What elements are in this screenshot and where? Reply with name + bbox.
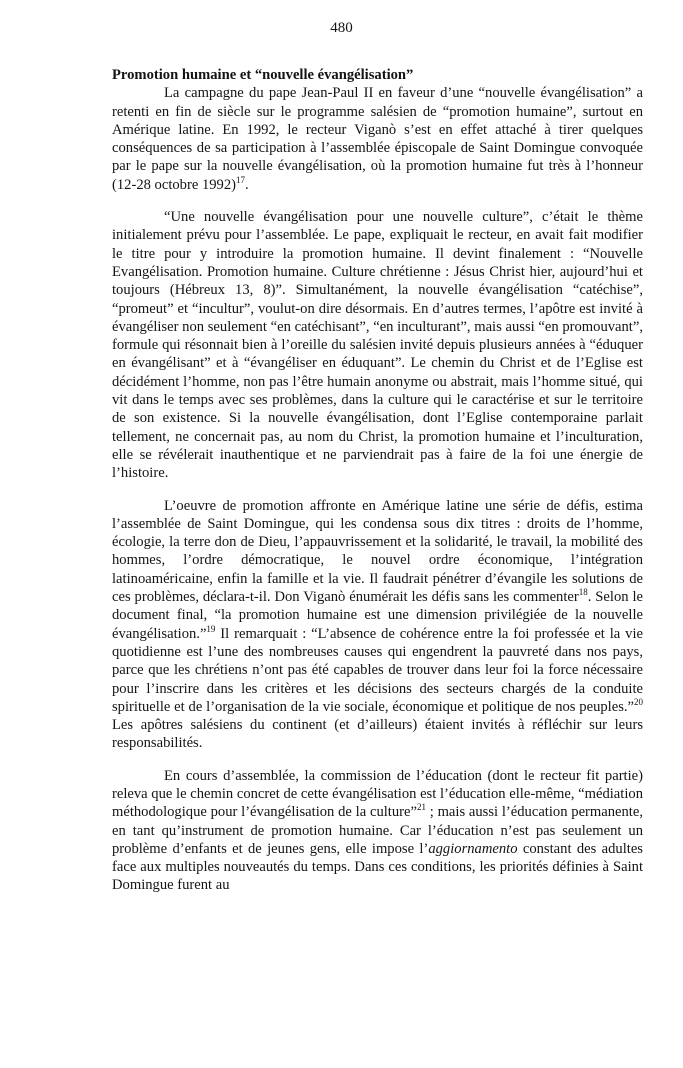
paragraph-text: ; mais aussi l’éducation permanente, en tant qu’instrument de promotion humaine. Car l’éducation n’est pas seulement un problème d’enfants et de jeunes gens, elle impose l’ [112,804,643,857]
section-heading: Promotion humaine et “nouvelle évangélisation” [112,67,414,83]
paragraph-text: . Selon le document final, “la promotion humaine est une dimension privilégiée de la nouvelle évangélisation.” [112,589,643,642]
paragraph [112,84,643,194]
paragraph [112,497,643,753]
paragraph-text: Il remarquait : “L’absence de cohérence entre la foi professée et la vie quotidienne est l’une des nombreuses causes qui engendrent la pauvreté dans nos pays, parce que les chrétiens n’ont pas été capables de trouver dans leur foi la force nécessaire pour l’inscrire dans les critères et les décisions des secteurs chargés de la conduite spirituelle et de l’organisation de la vie sociale, économique et politique de nos peuples.” [112,625,643,715]
page-number: 480 [330,20,353,36]
paragraph [112,767,643,895]
paragraph-text: constant des adultes face aux multiples nouveautés du temps. Dans ces conditions, les priorités définies à Saint Domingue furent au [112,840,643,894]
footnote-ref: 18 [578,587,588,598]
footnote-ref: 19 [206,623,216,634]
paragraph-text: En cours d’assemblée, la commission de l’éducation (dont le recteur fit partie) releva que le chemin concret de cette évangélisation est l’éducation elle-même, “médiation méthodologique pour l’évangélisation de la culture” [112,767,643,821]
footnote-ref: 20 [634,696,643,707]
paragraph-text: . [245,176,249,193]
paragraph-text: L’oeuvre de promotion affronte en Amérique latine une série de défis, estima l’assemblée de Saint Domingue, qui les condensa sous dix titres : droits de l’homme, écologie, la terre don de Dieu, l’appauvrissement et la solidarité, le travail, la mobilité des hommes, l’ordre démocratique, le nouvel ordre économique, l’intégration latinoaméricaine, enfin la famille et la vie. Il faudrait pénétrer d’évangile les solutions de ces problèmes, déclara-t-il. Don Viganò énumérait les défis sans les commenter [112,497,643,606]
paragraph-text: La campagne du pape Jean-Paul II en faveur d’une “nouvelle évangélisation” a retenti en fin de siècle sur le programme salésien de “promotion humaine”, surtout en Amérique latine. En 1992, le recteur Viganò s’est en effet attaché à tirer quelques conséquences de sa participation à l’assemblée épiscopale de Saint Domingue convoquée par le pape sur la nouvelle évangélisation, où la promotion humaine fut très à l’honneur (12-28 octobre 1992) [112,85,643,193]
paragraph-text: “Une nouvelle évangélisation pour une nouvelle culture”, c’était le thème initialement prévu pour l’assemblée. Le pape, expliquait le recteur, en avait fait modifier le titre pour y introduire la promotion humaine. Il devint finalement : “Nouvelle Evangélisation. Promotion humaine. Culture chrétienne : Jésus Christ hier, aujourd’hui et toujours (Hébreux 13, 8)”. Simultanément, la nouvelle évangélisation “catéchise”, “promeut” et “incultur”, voulut-on dire désormais. En d’autres termes, l’apôtre est invité à évangéliser non seulement “en catéchisant”, “en inculturant”, mais aussi “en promouvant”, formule qui résonnait bien à l’oreille du salésien invité depuis plusieurs années à “éduquer en évangélisant” et à “évangéliser en éduquant”. Le chemin du Christ et de l’Eglise est décidément l’homme, non pas l’être humain anonyme ou abstrait, mais l’homme situé, qui vit dans le temps avec ses problèmes, dans la culture qui le caractérise et sur le territoire de son existence. Si la nouvelle évangélisation, dont l’Eglise contemporaine parlait tellement, ne concernait pas, au nom du Christ, la promotion humaine et l’inculturation, elle se révélerait inauthentique et ne parviendrait pas à faire de la foi une énergie de l’histoire. [112,209,643,482]
footnote-ref: 21 [416,802,426,813]
italic-text: aggiornamento [428,840,518,857]
paragraph-text: Les apôtres salésiens du continent (et d’ailleurs) étaient invités à réfléchir sur leurs responsabilités. [112,717,643,752]
footnote-ref: 17 [236,174,246,185]
body-text [112,66,643,895]
paragraph [112,208,643,482]
